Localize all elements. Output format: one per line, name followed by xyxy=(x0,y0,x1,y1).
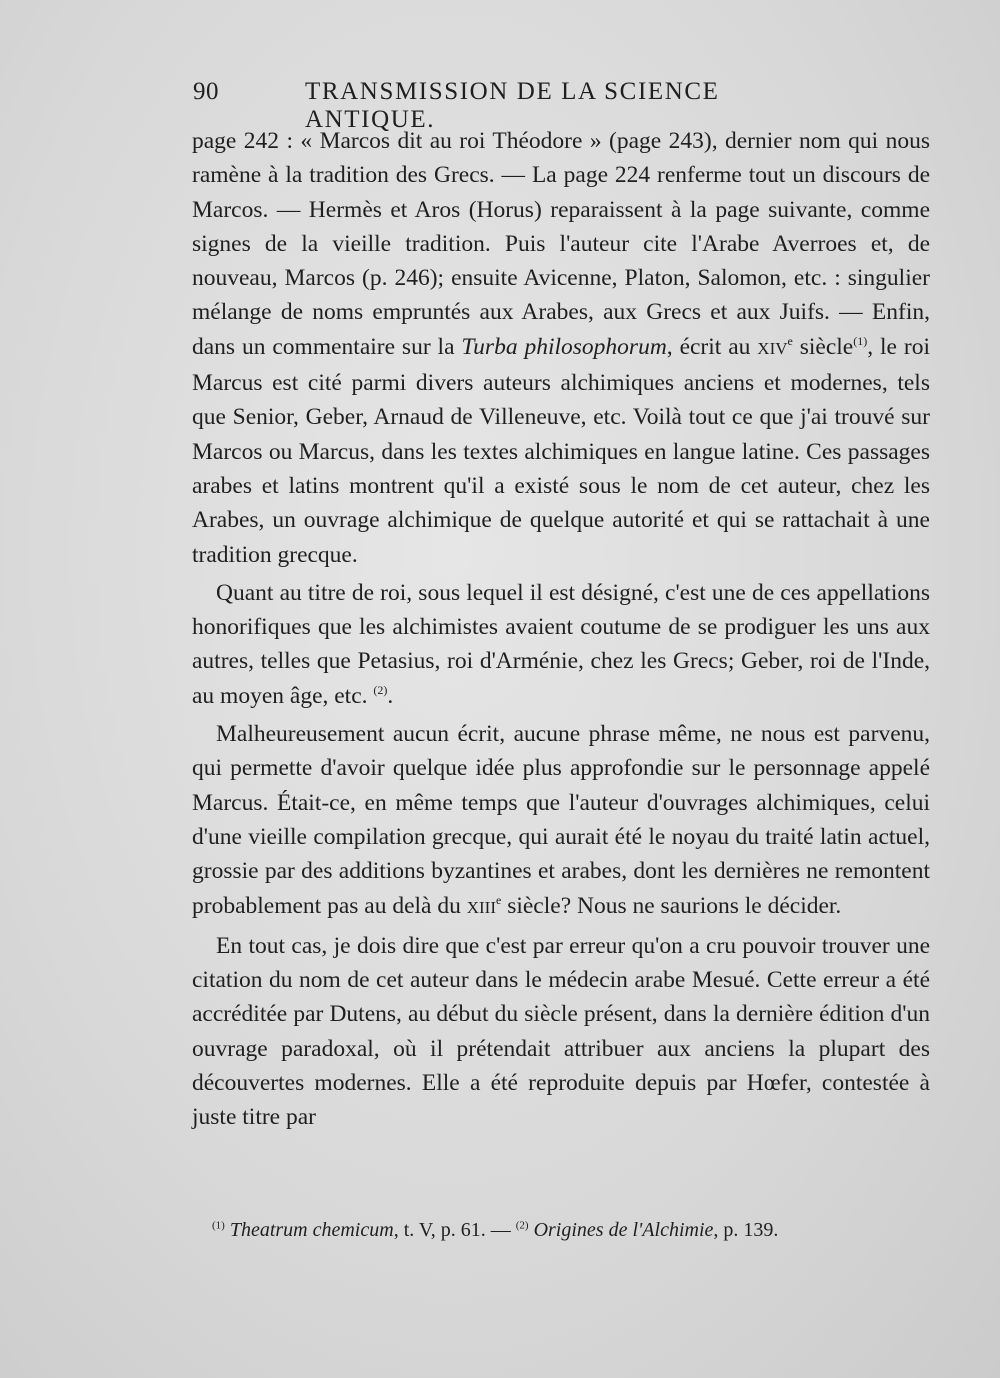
century-numeral: XIV xyxy=(757,338,788,358)
running-title: TRANSMISSION DE LA SCIENCE ANTIQUE. xyxy=(305,78,720,133)
footnotes xyxy=(212,1216,832,1244)
body-text xyxy=(192,124,930,1135)
paragraph-3-text-b: siècle? Nous ne saurions le décider. xyxy=(501,892,842,919)
paragraph-1-text-a: page 242 : « Marcos dit au roi Théodore » (page 243), dernier nom qui nous ramène à la tradition des Grecs. — La page 224 renferme tout un discours de Marcos. — Hermès et Aros (Horus) reparaissent à la page suivante, comme signes de la vieille tradition. Puis l'auteur cite l'Arabe Averroes et, de nouveau, Marcos (p. 246); ensuite Avicenne, Platon, Salomon, etc. : singulier mélange de noms empruntés aux Arabes, aux Grecs et aux Juifs. — Enfin, dans un commentaire sur la xyxy=(192,128,930,360)
paragraph-1-text-b: , écrit au xyxy=(666,333,758,360)
paragraph-3 xyxy=(192,717,930,925)
paragraph-2 xyxy=(192,576,930,713)
paragraph-4-text-a: En tout cas, je dois dire que c'est par erreur qu'on a cru pouvoir trouver une citation du nom de cet auteur dans le médecin arabe Mesué. Cette erreur a été accréditée par Dutens, au début du siècle présent, dans la dernière édition d'un ouvrage paradoxal, où il prétendait attribuer aux anciens la plupart des découvertes modernes. Elle a été reproduite depuis par Hœfer, contestée à juste titre par xyxy=(192,932,930,1131)
footnote-ref-1[interactable]: (1) xyxy=(853,333,868,348)
paragraph-2-text-b: . xyxy=(387,682,394,709)
page-number: 90 xyxy=(193,78,219,105)
footnote-number-2: (2) xyxy=(515,1219,529,1232)
paragraph-4 xyxy=(192,929,930,1135)
footnote-text-2: , p. 139. xyxy=(713,1219,779,1241)
footnote-number-1: (1) xyxy=(212,1219,225,1232)
work-title-turba: Turba philosophorum xyxy=(461,333,667,360)
footnote-ref-2[interactable]: (2) xyxy=(373,682,388,697)
footnote-title-2: Origines de l'Alchimie xyxy=(533,1219,714,1241)
century-superscript: e xyxy=(496,892,502,907)
century-numeral: XIII xyxy=(466,897,496,917)
century-superscript: e xyxy=(787,333,793,348)
footnote-title-1: Theatrum chemicum xyxy=(229,1219,394,1241)
page-header xyxy=(193,78,833,133)
paragraph-3-text-a: Malheureusement aucun écrit, aucune phrase même, ne nous est parvenu, qui permette d'avoir quelque idée plus approfondie sur le personnage appelé Marcus. Était-ce, en même temps que l'auteur d'ouvrages alchimiques, celui d'une vieille compilation grecque, qui aurait été le noyau du traité latin actuel, grossie par des additions byzantines et arabes, dont les dernières ne remontent probablement pas au delà du xyxy=(192,721,930,919)
footnote-text-1: , t. V, p. 61. — xyxy=(393,1219,516,1241)
paragraph-1-text-c: siècle xyxy=(792,333,854,360)
paragraph-2-text-a: Quant au titre de roi, sous lequel il est désigné, c'est une de ces appellations honorifiques que les alchimistes avaient coutume de se prodiguer les uns aux autres, telles que Petasius, roi d'Arménie, chez les Grecs; Geber, roi de l'Inde, au moyen âge, etc. xyxy=(192,579,930,709)
paragraph-1 xyxy=(192,124,930,572)
paragraph-1-text-d: , le roi Marcus est cité parmi divers auteurs alchimiques anciens et modernes, tels que Senior, Geber, Arnaud de Villeneuve, etc. Voilà tout ce que j'ai trouvé sur Marcos ou Marcus, dans les textes alchimiques en langue latine. Ces passages arabes et latins montrent qu'il a existé sous le nom de cet auteur, chez les Arabes, un ouvrage alchimique de quelque autorité et qui se rattachait à une tradition grecque. xyxy=(192,333,930,568)
